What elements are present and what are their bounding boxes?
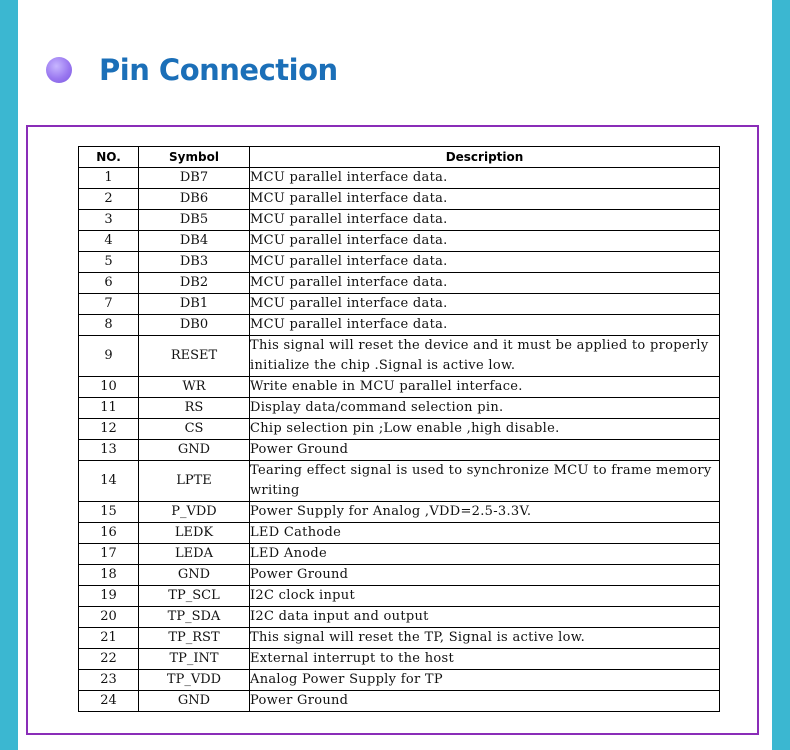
pin-number-cell: 11 xyxy=(79,398,139,419)
pin-symbol-cell: RS xyxy=(139,398,250,419)
pin-number-cell: 3 xyxy=(79,210,139,231)
table-row xyxy=(79,294,720,315)
pin-number-cell: 24 xyxy=(79,691,139,712)
pin-number-cell: 18 xyxy=(79,565,139,586)
table-row xyxy=(79,189,720,210)
pin-symbol-cell: P_VDD xyxy=(139,502,250,523)
pin-symbol-cell: GND xyxy=(139,691,250,712)
pin-symbol-cell: WR xyxy=(139,377,250,398)
table-header-row xyxy=(79,147,720,168)
table-row xyxy=(79,502,720,523)
pin-number-cell: 2 xyxy=(79,189,139,210)
header-symbol: Symbol xyxy=(139,147,250,168)
pin-description-cell: This signal will reset the device and it must be applied to properly initialize the chip .Signal is active low. xyxy=(250,336,720,377)
pin-number-cell: 4 xyxy=(79,231,139,252)
table-row xyxy=(79,377,720,398)
pin-description-cell: Power Ground xyxy=(250,691,720,712)
table-row xyxy=(79,231,720,252)
pin-description-cell: MCU parallel interface data. xyxy=(250,168,720,189)
pin-symbol-cell: GND xyxy=(139,565,250,586)
pin-description-cell: Chip selection pin ;Low enable ,high disable. xyxy=(250,419,720,440)
pin-description-cell: I2C data input and output xyxy=(250,607,720,628)
pin-symbol-cell: DB1 xyxy=(139,294,250,315)
pin-description-cell: MCU parallel interface data. xyxy=(250,252,720,273)
table-row xyxy=(79,210,720,231)
pin-description-cell: MCU parallel interface data. xyxy=(250,294,720,315)
table-row xyxy=(79,336,720,377)
pin-symbol-cell: DB2 xyxy=(139,273,250,294)
table-row xyxy=(79,398,720,419)
pin-number-cell: 12 xyxy=(79,419,139,440)
table-row xyxy=(79,544,720,565)
section-header xyxy=(46,50,338,90)
table-row xyxy=(79,168,720,189)
pin-number-cell: 10 xyxy=(79,377,139,398)
header-description: Description xyxy=(250,147,720,168)
table-row xyxy=(79,691,720,712)
pin-number-cell: 8 xyxy=(79,315,139,336)
pin-symbol-cell: LEDK xyxy=(139,523,250,544)
table-row xyxy=(79,461,720,502)
pin-description-cell: I2C clock input xyxy=(250,586,720,607)
pin-description-cell: LED Cathode xyxy=(250,523,720,544)
pin-description-cell: MCU parallel interface data. xyxy=(250,189,720,210)
pin-description-cell: Write enable in MCU parallel interface. xyxy=(250,377,720,398)
pin-connection-table xyxy=(78,146,720,712)
table-row xyxy=(79,628,720,649)
pin-number-cell: 23 xyxy=(79,670,139,691)
pin-symbol-cell: DB7 xyxy=(139,168,250,189)
pin-number-cell: 17 xyxy=(79,544,139,565)
pin-description-cell: MCU parallel interface data. xyxy=(250,210,720,231)
pin-number-cell: 6 xyxy=(79,273,139,294)
pin-symbol-cell: TP_RST xyxy=(139,628,250,649)
circle-bullet-icon xyxy=(46,57,72,83)
pin-number-cell: 20 xyxy=(79,607,139,628)
pin-description-cell: MCU parallel interface data. xyxy=(250,273,720,294)
pin-symbol-cell: TP_VDD xyxy=(139,670,250,691)
table-row xyxy=(79,523,720,544)
table-row xyxy=(79,315,720,336)
pin-number-cell: 16 xyxy=(79,523,139,544)
table-row xyxy=(79,565,720,586)
pin-symbol-cell: LPTE xyxy=(139,461,250,502)
header-no: NO. xyxy=(79,147,139,168)
table-row xyxy=(79,252,720,273)
pin-symbol-cell: GND xyxy=(139,440,250,461)
pin-symbol-cell: RESET xyxy=(139,336,250,377)
pin-number-cell: 14 xyxy=(79,461,139,502)
pin-description-cell: LED Anode xyxy=(250,544,720,565)
pin-description-cell: External interrupt to the host xyxy=(250,649,720,670)
pin-number-cell: 21 xyxy=(79,628,139,649)
pin-number-cell: 5 xyxy=(79,252,139,273)
pin-symbol-cell: DB6 xyxy=(139,189,250,210)
pin-symbol-cell: LEDA xyxy=(139,544,250,565)
table-row xyxy=(79,607,720,628)
pin-symbol-cell: DB0 xyxy=(139,315,250,336)
page xyxy=(18,0,772,750)
pin-description-cell: MCU parallel interface data. xyxy=(250,315,720,336)
table-row xyxy=(79,586,720,607)
table-row xyxy=(79,419,720,440)
pin-number-cell: 22 xyxy=(79,649,139,670)
table-body xyxy=(79,168,720,712)
pin-number-cell: 9 xyxy=(79,336,139,377)
pin-symbol-cell: TP_SCL xyxy=(139,586,250,607)
pin-description-cell: Power Supply for Analog ,VDD=2.5-3.3V. xyxy=(250,502,720,523)
table-row xyxy=(79,670,720,691)
pin-description-cell: Display data/command selection pin. xyxy=(250,398,720,419)
table-row xyxy=(79,440,720,461)
pin-symbol-cell: TP_INT xyxy=(139,649,250,670)
pin-number-cell: 19 xyxy=(79,586,139,607)
pin-number-cell: 15 xyxy=(79,502,139,523)
pin-symbol-cell: DB4 xyxy=(139,231,250,252)
pin-number-cell: 1 xyxy=(79,168,139,189)
pin-symbol-cell: DB3 xyxy=(139,252,250,273)
pin-description-cell: This signal will reset the TP, Signal is active low. xyxy=(250,628,720,649)
table-row xyxy=(79,649,720,670)
pin-description-cell: Power Ground xyxy=(250,440,720,461)
pin-description-cell: MCU parallel interface data. xyxy=(250,231,720,252)
pin-symbol-cell: CS xyxy=(139,419,250,440)
pin-number-cell: 7 xyxy=(79,294,139,315)
pin-description-cell: Power Ground xyxy=(250,565,720,586)
pin-description-cell: Tearing effect signal is used to synchronize MCU to frame memory writing xyxy=(250,461,720,502)
pin-symbol-cell: TP_SDA xyxy=(139,607,250,628)
pin-description-cell: Analog Power Supply for TP xyxy=(250,670,720,691)
section-title: Pin Connection xyxy=(99,53,338,87)
pin-number-cell: 13 xyxy=(79,440,139,461)
pin-symbol-cell: DB5 xyxy=(139,210,250,231)
table-row xyxy=(79,273,720,294)
